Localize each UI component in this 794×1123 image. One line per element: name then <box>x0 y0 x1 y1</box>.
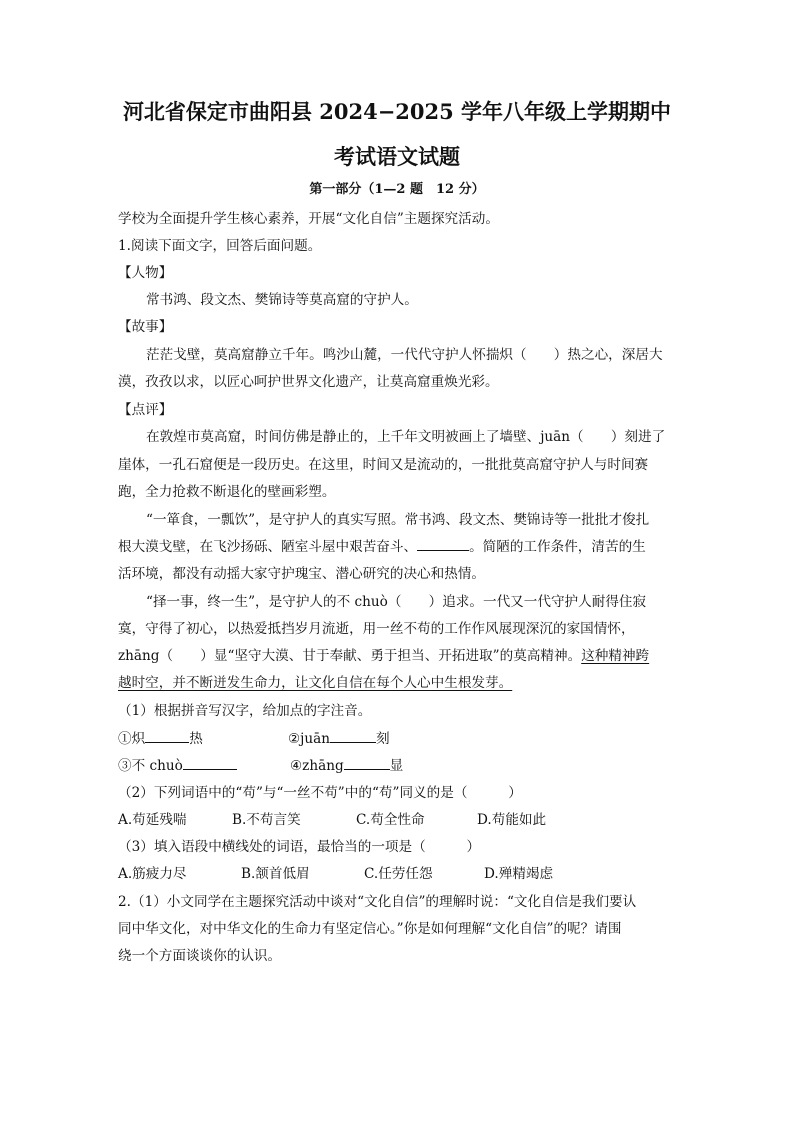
review-text: 根大漠戈壁，在飞沙扬砾、陋室斗屋中艰苦奋斗、 <box>118 539 418 555</box>
question-2-line: 2.（1）小文同学在主题探究活动中谈对“文化自信”的理解时说：“文化自信是我们要认 <box>118 894 637 910</box>
people-text: 常书鸿、段文杰、樊锦诗等莫高窟的守护人。 <box>146 292 418 308</box>
tag-story: 【故事】 <box>118 319 173 335</box>
review-line: 活环境，都没有动摇大家守护瑰宝、潜心研究的决心和热情。 <box>118 566 486 582</box>
sub-question-2: （2）下列词语中的“苟”与“一丝不苟”中的“苟”同义的是（ ） <box>118 785 522 801</box>
tag-review: 【点评】 <box>118 402 173 418</box>
review-text: 。简陋的工作条件，清苦的生 <box>469 539 646 555</box>
blank-label: 刻 <box>376 731 390 747</box>
blank-label: ①炽 <box>118 731 146 747</box>
blank-label: ④zhāng <box>290 758 344 774</box>
review-line: 在敦煌市莫高窟，时间仿佛是静止的，上千年文明被画上了墙壁、juān（ ）刻进了 <box>146 429 666 445</box>
option-a: A.筋疲力尽 <box>118 866 187 882</box>
option-d: D.苟能如此 <box>477 812 547 828</box>
answer-blank <box>183 758 237 770</box>
review-line <box>118 535 646 555</box>
section-heading: 第一部分（1—2 题 12 分） <box>309 182 485 197</box>
review-line: 跑，全力抢救不断退化的壁画彩塑。 <box>118 484 336 500</box>
answer-blank <box>145 731 189 743</box>
story-line: 漠，孜孜以求，以匠心呵护世界文化遗产，让莫高窟重焕光彩。 <box>118 374 499 390</box>
sub-question-3: （3）填入语段中横线处的词语，最恰当的一项是（ ） <box>118 839 481 855</box>
pinyin-blanks-row <box>290 754 403 774</box>
underlined-sentence: 越时空，并不断迸发生命力，让文化自信在每个人心中生根发芽。 <box>118 675 513 691</box>
sub-question-1: （1）根据拼音写汉字，给加点的字注音。 <box>118 703 372 719</box>
review-line: “一箪食，一瓢饮”，是守护人的真实写照。常书鸿、段文杰、樊锦诗等一批批才俊扎 <box>146 512 650 528</box>
review-line: 寞，守得了初心，以热爱抵挡岁月流逝，用一丝不苟的工作作风展现深沉的家国情怀， <box>118 621 635 637</box>
question-1-stem: 1.阅读下面文字，回答后面问题。 <box>118 238 322 254</box>
blank-label: ③不 chuò <box>118 758 183 774</box>
question-2-line: 同中华文化，对中华文化的生命力有坚定信心。”你是如何理解“文化自信”的呢？请围 <box>118 921 622 937</box>
question-2-line: 绕一个方面谈谈你的认识。 <box>118 948 282 964</box>
exam-title-line2: 考试语文试题 <box>334 144 460 169</box>
option-b: B.不苟言笑 <box>232 812 301 828</box>
pinyin-blanks-row <box>118 754 237 774</box>
option-b: B.颔首低眉 <box>241 866 310 882</box>
review-line: 崖体，一孔石窟便是一段历史。在这里，时间又是流动的，一批批莫高窟守护人与时间赛 <box>118 457 649 473</box>
underlined-sentence: 这种精神跨 <box>581 648 650 664</box>
option-a: A.苟延残喘 <box>118 812 187 828</box>
blank-label: ②juān <box>288 731 331 747</box>
option-d: D.殚精竭虑 <box>484 866 554 882</box>
pinyin-blanks-row <box>288 727 390 747</box>
review-line <box>118 644 649 664</box>
answer-blank <box>344 758 390 770</box>
answer-blank <box>330 731 376 743</box>
story-line: 茫茫戈壁，莫高窟静立千年。鸣沙山麓，一代代守护人怀揣炽（ ）热之心，深居大 <box>146 347 663 363</box>
option-c: C.苟全性命 <box>356 812 425 828</box>
option-c: C.任劳任怨 <box>364 866 433 882</box>
blank-label: 显 <box>389 758 404 774</box>
activity-intro: 学校为全面提升学生核心素养，开展“文化自信”主题探究活动。 <box>118 211 499 227</box>
tag-people: 【人物】 <box>118 265 173 281</box>
blank-label: 热 <box>189 731 203 747</box>
review-line: “择一事，终一生”，是守护人的不 chuò（ ）追求。一代又一代守护人耐得住寂 <box>146 594 647 610</box>
fill-blank-line <box>417 539 469 551</box>
review-text: zhāng（ ）显“坚守大漠、甘于奉献、勇于担当、开拓进取”的莫高精神。 <box>118 648 582 664</box>
pinyin-blanks-row <box>118 727 203 747</box>
exam-title-line1: 河北省保定市曲阳县 2024−2025 学年八年级上学期期中 <box>122 99 672 124</box>
